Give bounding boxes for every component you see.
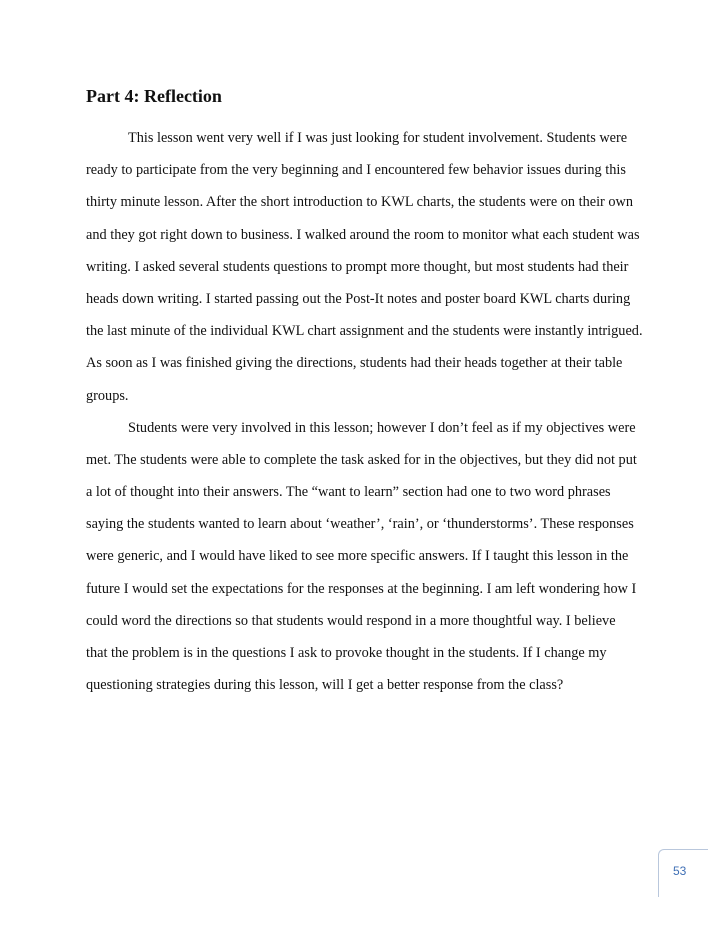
text-line: Students were very involved in this lesson; however I don’t feel as if my objectives were	[128, 419, 636, 436]
text-line: the last minute of the individual KWL chart assignment and the students were instantly intrigued.	[86, 323, 643, 340]
section-heading: Part 4: Reflection	[86, 86, 222, 106]
page-number: 53	[673, 864, 687, 878]
text-line: met. The students were able to complete the task asked for in the objectives, but they did not put	[86, 451, 637, 468]
text-line: thirty minute lesson. After the short introduction to KWL charts, the students were on their own	[86, 194, 634, 211]
text-line: that the problem is in the questions I ask to provoke thought in the students. If I change my	[86, 645, 607, 661]
text-line: and they got right down to business. I walked around the room to monitor what each student was	[86, 226, 640, 243]
page-number-box	[658, 849, 708, 897]
text-line: ready to participate from the very beginning and I encountered few behavior issues during this	[86, 162, 626, 179]
text-line: This lesson went very well if I was just looking for student involvement. Students were	[128, 130, 628, 146]
text-line: questioning strategies during this lesson, will I get a better response from the class?	[86, 677, 564, 694]
text-line: writing. I asked several students questions to prompt more thought, but most students had their	[86, 258, 629, 275]
text-line: saying the students wanted to learn about ‘weather’, ‘rain’, or ‘thunderstorms’. These responses	[86, 516, 634, 533]
text-line: future I would set the expectations for the responses at the beginning. I am left wondering how I	[86, 580, 637, 597]
text-line: groups.	[86, 387, 129, 404]
text-line: a lot of thought into their answers. The “want to learn” section had one to two word phrases	[86, 484, 611, 501]
text-line: could word the directions so that students would respond in a more thoughtful way. I believe	[86, 612, 616, 629]
text-line: heads down writing. I started passing out the Post-It notes and poster board KWL charts during	[86, 290, 631, 307]
text-line: were generic, and I would have liked to see more specific answers. If I taught this lesson in the	[86, 548, 629, 565]
text-line: As soon as I was finished giving the directions, students had their heads together at their table	[86, 355, 623, 372]
body-text	[86, 122, 656, 701]
